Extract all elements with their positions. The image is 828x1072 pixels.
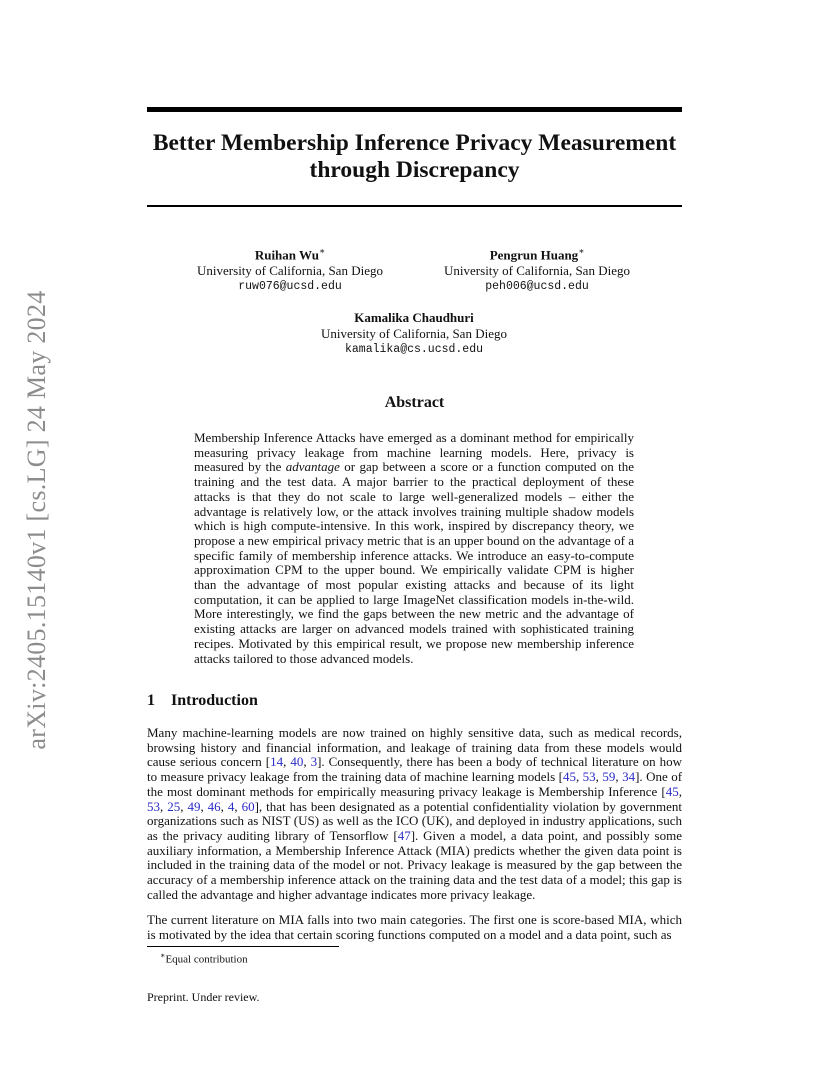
title-line-2: through Discrepancy <box>309 157 520 183</box>
citation-link[interactable]: 25 <box>167 798 181 814</box>
citation-link[interactable]: 4 <box>227 798 235 814</box>
section-heading-introduction <box>147 692 258 710</box>
author-email: ruw076@ucsd.edu <box>238 280 342 294</box>
author-affiliation: University of California, San Diego <box>444 263 630 279</box>
author-block-1 <box>190 243 390 295</box>
author-block-2 <box>437 243 637 295</box>
author-name: Ruihan Wu <box>254 247 320 263</box>
citation-link[interactable]: 49 <box>187 798 201 814</box>
author-name: Kamalika Chaudhuri <box>354 310 474 325</box>
citation-link[interactable]: 3 <box>310 754 318 770</box>
footnote <box>160 951 248 966</box>
footnote-rule <box>147 946 339 947</box>
abstract-text: Membership Inference Attacks have emerged as a dominant method for empirically measuring privacy leakage from machine learning models. Here, privacy is measured by the advantage or gap between a score or a function computed on the training and the test data. A major barrier to the practical deployment of these attacks is that they do not scale to large well-generalized models – either the advantage is relatively low, or the attack involves training multiple shadow models which is high compute-intensive. In this work, inspired by discrepancy theory, we propose a new empirical privacy metric that is an upper bound on the advantage of a specific family of membership inference attacks. We introduce an easy-to-compute approximation CPM to the upper bound. We empirically validate CPM is higher than the advantage of most popular existing attacks and because of its light computation, it can be applied to large ImageNet classification models in-the-wild. More interestingly, we find the gaps between the new metric and the advantage of existing attacks are larger on advanced models trained with sophisticated training recipes. Motivated by this empirical result, we propose new membership inference attacks tailored to those advanced models. <box>194 430 634 666</box>
section-title: Introduction <box>171 692 258 709</box>
title-bottom-rule <box>147 205 682 207</box>
footnote-text: Equal contribution <box>165 953 248 966</box>
author-affiliation: University of California, San Diego <box>197 263 383 279</box>
author-name: Pengrun Huang <box>489 247 579 263</box>
title-top-rule <box>147 107 682 112</box>
equal-contribution-mark: ∗ <box>578 246 585 256</box>
advantage-emphasis: advantage <box>285 459 340 475</box>
citation-link[interactable]: 34 <box>622 769 636 785</box>
citation-link[interactable]: 47 <box>397 827 411 843</box>
author-email: peh006@ucsd.edu <box>485 280 589 294</box>
intro-paragraph-2: The current literature on MIA falls into two main categories. The first one is score-based MIA, which is motivated by the idea that certain scoring functions computed on a model and a data point, such as <box>147 912 682 942</box>
citation-link[interactable]: 59 <box>602 769 616 785</box>
citation-link[interactable]: 14 <box>270 754 284 770</box>
citation-link[interactable]: 45 <box>562 769 576 785</box>
abstract-heading: Abstract <box>384 394 445 411</box>
citation-link[interactable]: 53 <box>582 769 596 785</box>
author-affiliation: University of California, San Diego <box>321 326 507 341</box>
citation-link[interactable]: 46 <box>207 798 221 814</box>
author-email: kamalika@cs.ucsd.edu <box>344 343 484 356</box>
author-block-3 <box>299 310 529 358</box>
paper-title <box>147 130 682 184</box>
arxiv-identifier: arXiv:2405.15140v1 [cs.LG] 24 May 2024 <box>22 290 51 750</box>
citation-link[interactable]: 53 <box>147 798 160 814</box>
intro-paragraph-1: Many machine-learning models are now trained on highly sensitive data, such as medical records, browsing history and financial information, and leakage of training data from these models would cause serious concern [14, 40, 3]. Consequently, there has been a body of technical literature on how to measure privacy leakage from the training data of machine learning models [45, 53, 59, 34]. One of the most dominant methods for empirically measuring privacy leakage is Membership Inference [45, 53, 25, 49, 46, 4, 60], that has been designated as a potential confidentiality violation by government organizations such as NIST (US) as well as the ICO (UK), and deployed in industry applications, such as the privacy auditing library of Tensorflow [47]. Given a model, a data point, and possibly some auxiliary information, a Membership Inference Attack (MIA) predicts whether the given data point is included in the training data of the model or not. Privacy leakage is measured by the gap between the accuracy of a membership inference attack on the training data and the test data of a model; this gap is called the advantage and higher advantage indicates more privacy leakage. <box>147 725 683 902</box>
footnote-mark: ∗ <box>160 951 166 960</box>
title-line-1: Better Membership Inference Privacy Measurement <box>152 130 677 156</box>
citation-link[interactable]: 45 <box>665 783 679 799</box>
citation-link[interactable]: 60 <box>241 798 255 814</box>
citation-link[interactable]: 40 <box>290 754 304 770</box>
equal-contribution-mark: ∗ <box>319 246 326 256</box>
preprint-note: Preprint. Under review. <box>147 990 260 1004</box>
section-number: 1 <box>147 692 155 709</box>
